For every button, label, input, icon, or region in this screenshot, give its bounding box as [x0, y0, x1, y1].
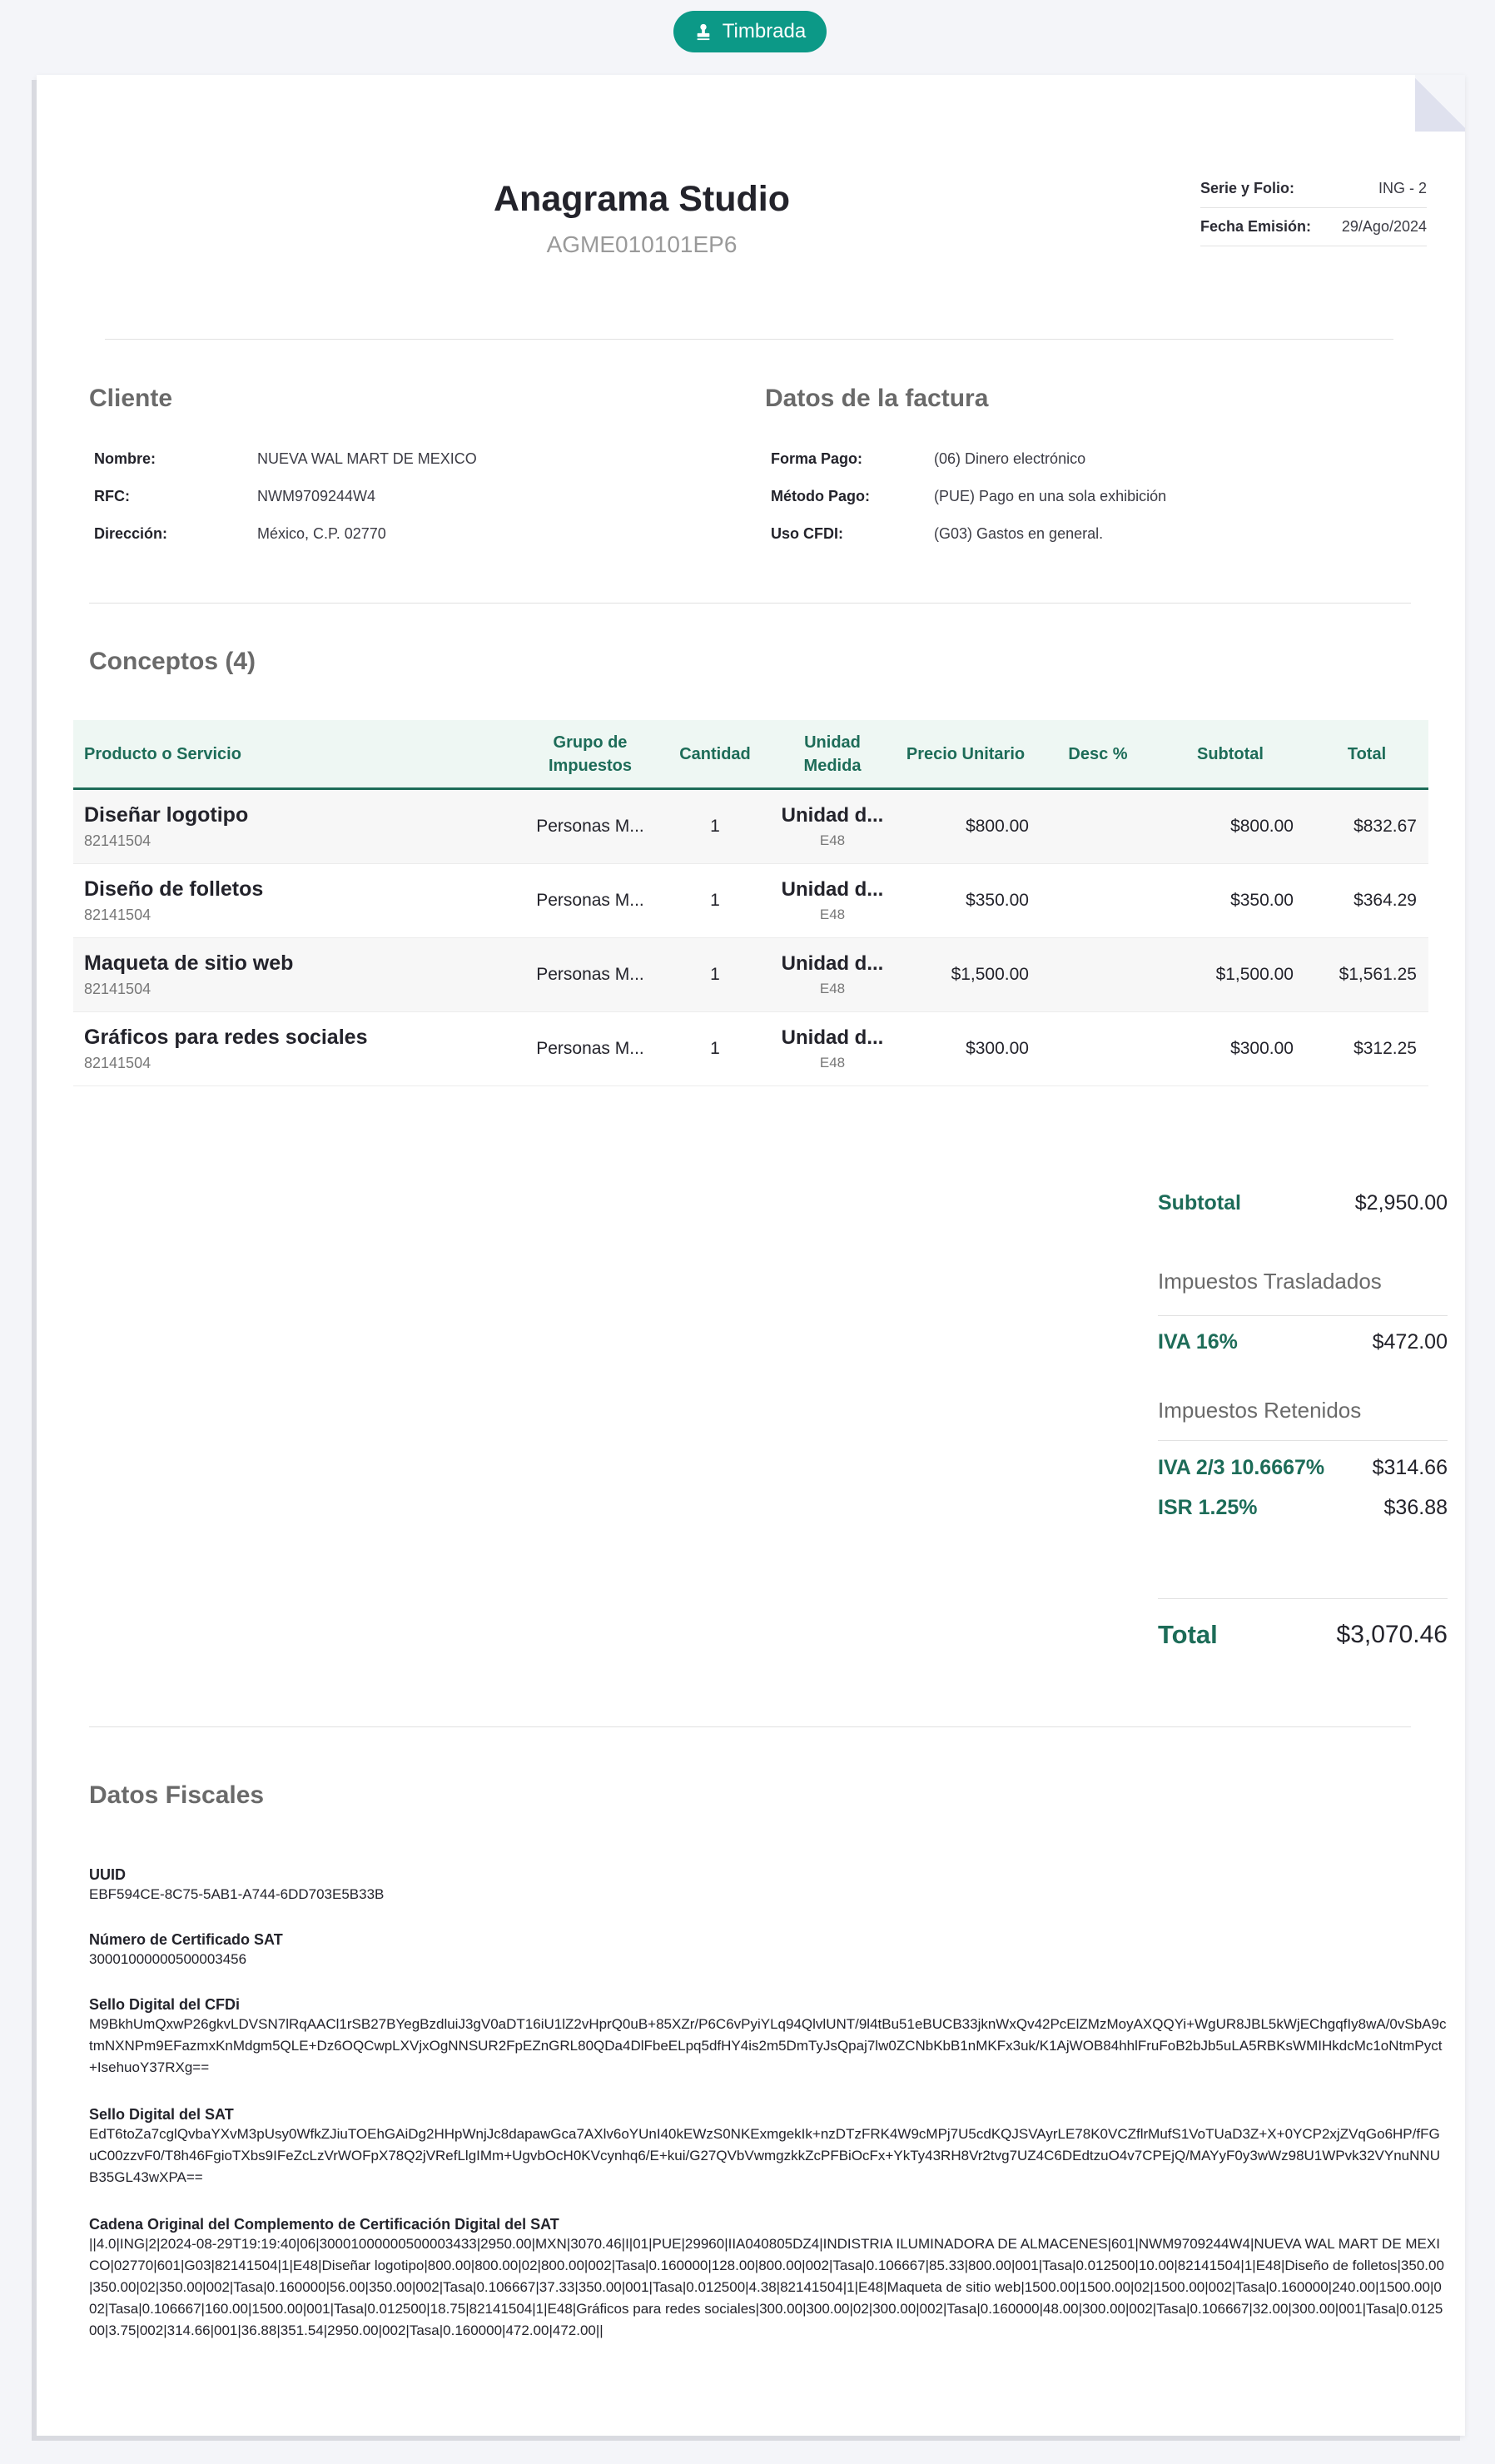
unit-price: $350.00 — [966, 891, 1029, 910]
uuid-value: EBF594CE-8C75-5AB1-A744-6DD703E5B33B — [89, 1886, 385, 1902]
invoice-meta — [1200, 170, 1427, 246]
unit-price: $800.00 — [966, 817, 1029, 836]
total-line — [1158, 1620, 1448, 1650]
divider — [1158, 1315, 1448, 1316]
serie-value: ING - 2 — [1378, 180, 1427, 196]
forma-pago-value: (06) Dinero electrónico — [934, 450, 1086, 467]
table-row — [73, 864, 1428, 938]
iva16-value: $472.00 — [1372, 1330, 1448, 1354]
unit-code: E48 — [819, 1055, 846, 1071]
fecha-row — [1200, 208, 1427, 246]
status-label: Timbrada — [722, 20, 807, 42]
quantity: 1 — [710, 1039, 720, 1058]
tax-group: Personas M... — [536, 965, 644, 984]
unit-code: E48 — [819, 981, 846, 996]
table-row — [73, 1012, 1428, 1086]
forma-pago-label: Forma Pago: — [771, 450, 863, 467]
uso-cfdi-value: (G03) Gastos en general. — [934, 525, 1104, 542]
total-label: Total — [1158, 1620, 1218, 1649]
row-subtotal: $350.00 — [1230, 891, 1294, 910]
tax-group: Personas M... — [536, 891, 644, 910]
unit-code: E48 — [819, 832, 846, 848]
table-row — [73, 938, 1428, 1012]
table-header — [73, 720, 1428, 790]
subtotal-value: $2,950.00 — [1354, 1191, 1448, 1215]
concepts-title: Conceptos (4) — [89, 648, 256, 675]
isr-value: $36.88 — [1383, 1496, 1448, 1519]
client-rfc-value: NWM9709244W4 — [257, 488, 376, 504]
client-details — [94, 440, 477, 553]
client-direccion-label: Dirección: — [94, 525, 168, 542]
iva16-label: IVA 16% — [1158, 1330, 1238, 1354]
company-rfc: AGME010101EP6 — [546, 231, 738, 257]
page-fold — [1415, 75, 1465, 132]
sello-cfdi-value: M9BkhUmQxwP26gkvLDVSN7lRqAACl1rSB27BYegBzdluiJ3gV0aDT16iU1lZ2vHprQ0uB+85XZr/P6C6vPyiYLq94QlvlUNT/9l4tBu51eBUCB33jknWxQv42PcElZMzMoyAXQQYi+WgUR8JBL5kWjEChgqfIy8wA/0vSbA9ctmNXNPm9EFazmxKnMdgm5QLE+Dz6OQCwpLXVjxOgNNSUR2FpEZnGRL80QDa4DlFbeELpq5dfHY4is2m5DmTyJsQpaj7lw0ZCNbKbB1nMKFx3uk/K1AjWOB84hhlFruFoB2bJb5uLA5RBKsWMIHkdcMc1oNtmPyct+IsehuoY37RXg== — [89, 2016, 1447, 2075]
product-code: 82141504 — [84, 907, 151, 923]
client-title: Cliente — [89, 385, 173, 412]
product-code: 82141504 — [84, 981, 151, 997]
metodo-pago-label: Método Pago: — [771, 488, 870, 504]
client-nombre-value: NUEVA WAL MART DE MEXICO — [257, 450, 477, 467]
ivaret-line — [1158, 1456, 1448, 1480]
unit-code: E48 — [819, 907, 846, 922]
row-total: $832.67 — [1353, 817, 1417, 836]
subtotal-line — [1158, 1191, 1448, 1215]
iva16-line — [1158, 1330, 1448, 1354]
row-subtotal: $1,500.00 — [1215, 965, 1294, 984]
cert-label: Número de Certificado SAT — [89, 1931, 283, 1948]
cadena-value: ||4.0|ING|2|2024-08-29T19:19:40|06|30001000000500003433|2950.00|MXN|3070.46|I|01|PUE|29960|IIA040805DZ4|INDISTRIA ILUMINADORA DE ALMACENES|601|NWM9709244W4|NUEVA WAL MART DE MEXICO|02770|601|G03|82141504|1|E48|Diseñar logotipo|800.00|800.00|02|800.00|002|Tasa|0.160000|128.00|800.00|002|Tasa|0.106667|85.33|800.00|001|Tasa|0.012500|10.00|82141504|1|E48|Diseño de folletos|350.00|350.00|02|350.00|002|Tasa|0.160000|56.00|350.00|002|Tasa|0.106667|37.33|350.00|001|Tasa|0.012500|4.38|82141504|1|E48|Maqueta de sitio web|1500.00|1500.00|02|1500.00|002|Tasa|0.160000|240.00|1500.00|002|Tasa|0.106667|160.00|1500.00|001|Tasa|0.012500|18.75|82141504|1|E48|Gráficos para redes sociales|300.00|300.00|02|300.00|002|Tasa|0.160000|48.00|300.00|002|Tasa|0.106667|32.00|300.00|001|Tasa|0.012500|3.75|002|314.66|001|36.88|351.54|2950.00|002|Tasa|0.160000|472.00|472.00|| — [89, 2236, 1444, 2338]
total-value: $3,070.46 — [1336, 1621, 1448, 1648]
row-subtotal: $300.00 — [1230, 1039, 1294, 1058]
client-rfc-label: RFC: — [94, 488, 130, 504]
invoice-data-details — [771, 440, 1166, 553]
product-name: Maqueta de sitio web — [84, 951, 294, 975]
th-desc: Desc % — [1068, 744, 1128, 763]
retenidos-title: Impuestos Retenidos — [1158, 1398, 1362, 1423]
unit-name: Unidad d... — [781, 878, 884, 901]
sello-sat-block — [89, 2106, 1448, 2188]
cert-block — [89, 1931, 1448, 1970]
th-unit: Unidad Medida — [803, 733, 862, 775]
table-row — [73, 790, 1428, 864]
sello-cfdi-block — [89, 1996, 1448, 2079]
cadena-block — [89, 2216, 1448, 2342]
product-code: 82141504 — [84, 1055, 151, 1071]
th-total: Total — [1347, 744, 1387, 763]
status-badge — [673, 11, 827, 52]
th-price: Precio Unitario — [906, 744, 1026, 763]
product-name: Gráficos para redes sociales — [84, 1026, 368, 1049]
fecha-label: Fecha Emisión: — [1200, 218, 1312, 235]
th-product: Producto o Servicio — [84, 744, 241, 763]
divider — [1158, 1598, 1448, 1599]
unit-price: $1,500.00 — [951, 965, 1029, 984]
trasladados-title: Impuestos Trasladados — [1158, 1269, 1382, 1294]
quantity: 1 — [710, 965, 720, 984]
subtotal-label: Subtotal — [1158, 1191, 1241, 1215]
uuid-block — [89, 1866, 1448, 1905]
th-qty: Cantidad — [679, 744, 751, 763]
uuid-label: UUID — [89, 1866, 126, 1883]
tax-group: Personas M... — [536, 1039, 644, 1058]
isr-line — [1158, 1496, 1448, 1520]
ivaret-label: IVA 2/3 10.6667% — [1158, 1456, 1325, 1479]
th-subtotal: Subtotal — [1197, 744, 1264, 763]
divider — [1158, 1440, 1448, 1441]
unit-name: Unidad d... — [781, 952, 884, 975]
unit-price: $300.00 — [966, 1039, 1029, 1058]
divider — [89, 1726, 1411, 1727]
row-total: $1,561.25 — [1339, 965, 1417, 984]
stamp-icon — [694, 22, 713, 41]
quantity: 1 — [710, 891, 720, 910]
invoice-data-title: Datos de la factura — [765, 385, 989, 412]
row-subtotal: $800.00 — [1230, 817, 1294, 836]
company-name: Anagrama Studio — [494, 179, 790, 219]
unit-name: Unidad d... — [781, 804, 884, 827]
fecha-value: 29/Ago/2024 — [1341, 218, 1427, 235]
ivaret-value: $314.66 — [1372, 1456, 1448, 1479]
row-total: $312.25 — [1353, 1039, 1417, 1058]
tax-group: Personas M... — [536, 817, 644, 836]
uso-cfdi-label: Uso CFDI: — [771, 525, 843, 542]
unit-name: Unidad d... — [781, 1026, 884, 1049]
sello-cfdi-label: Sello Digital del CFDi — [89, 1996, 241, 2013]
client-direccion-value: México, C.P. 02770 — [257, 525, 386, 542]
fiscal-title: Datos Fiscales — [89, 1781, 265, 1809]
isr-label: ISR 1.25% — [1158, 1496, 1258, 1519]
concepts-table — [73, 720, 1428, 1086]
quantity: 1 — [710, 817, 720, 836]
divider — [89, 603, 1411, 604]
product-code: 82141504 — [84, 832, 151, 849]
th-group: Grupo de Impuestos — [548, 733, 633, 775]
serie-label: Serie y Folio: — [1200, 180, 1295, 196]
cadena-label: Cadena Original del Complemento de Certificación Digital del SAT — [89, 2216, 559, 2233]
row-total: $364.29 — [1353, 891, 1417, 910]
divider — [105, 339, 1393, 340]
product-name: Diseñar logotipo — [84, 803, 249, 827]
sello-sat-label: Sello Digital del SAT — [89, 2106, 234, 2123]
product-name: Diseño de folletos — [84, 877, 264, 901]
metodo-pago-value: (PUE) Pago en una sola exhibición — [934, 488, 1167, 504]
client-nombre-label: Nombre: — [94, 450, 156, 467]
serie-row — [1200, 170, 1427, 208]
invoice-page — [37, 75, 1465, 2436]
sello-sat-value: EdT6toZa7cglQvbaYXvM3pUsy0WfkZJiuTOEhGAiDg2HHpWnjJc8dapawGca7AXlv6oYUnI40kEWzS0NKExmgekIk+nzDTzFRK4W9cMPj7U5cdKQJSVAyrLE78K0VCZflrMufS1VoTUaD3Z+X+0YCP2xjZVqGo6HP/fFGuC00zzvF0/T8h46FgioTXbs9IFeZcLzVrWOFpX78Q2jVRefLlgIMm+UgvbOcH0KVcynhq6/E+kui/G27QVbVwmgzkkZcPFBiOcFx+YkTy43RH8Vr2tvg7UZ4C6DEdtzuO4v7CPEjQ/MAYyF0y3wWz98U1WPvk32VYnuNNUB35GL43wXPA== — [89, 2126, 1440, 2185]
cert-value: 30001000000500003456 — [89, 1951, 247, 1967]
